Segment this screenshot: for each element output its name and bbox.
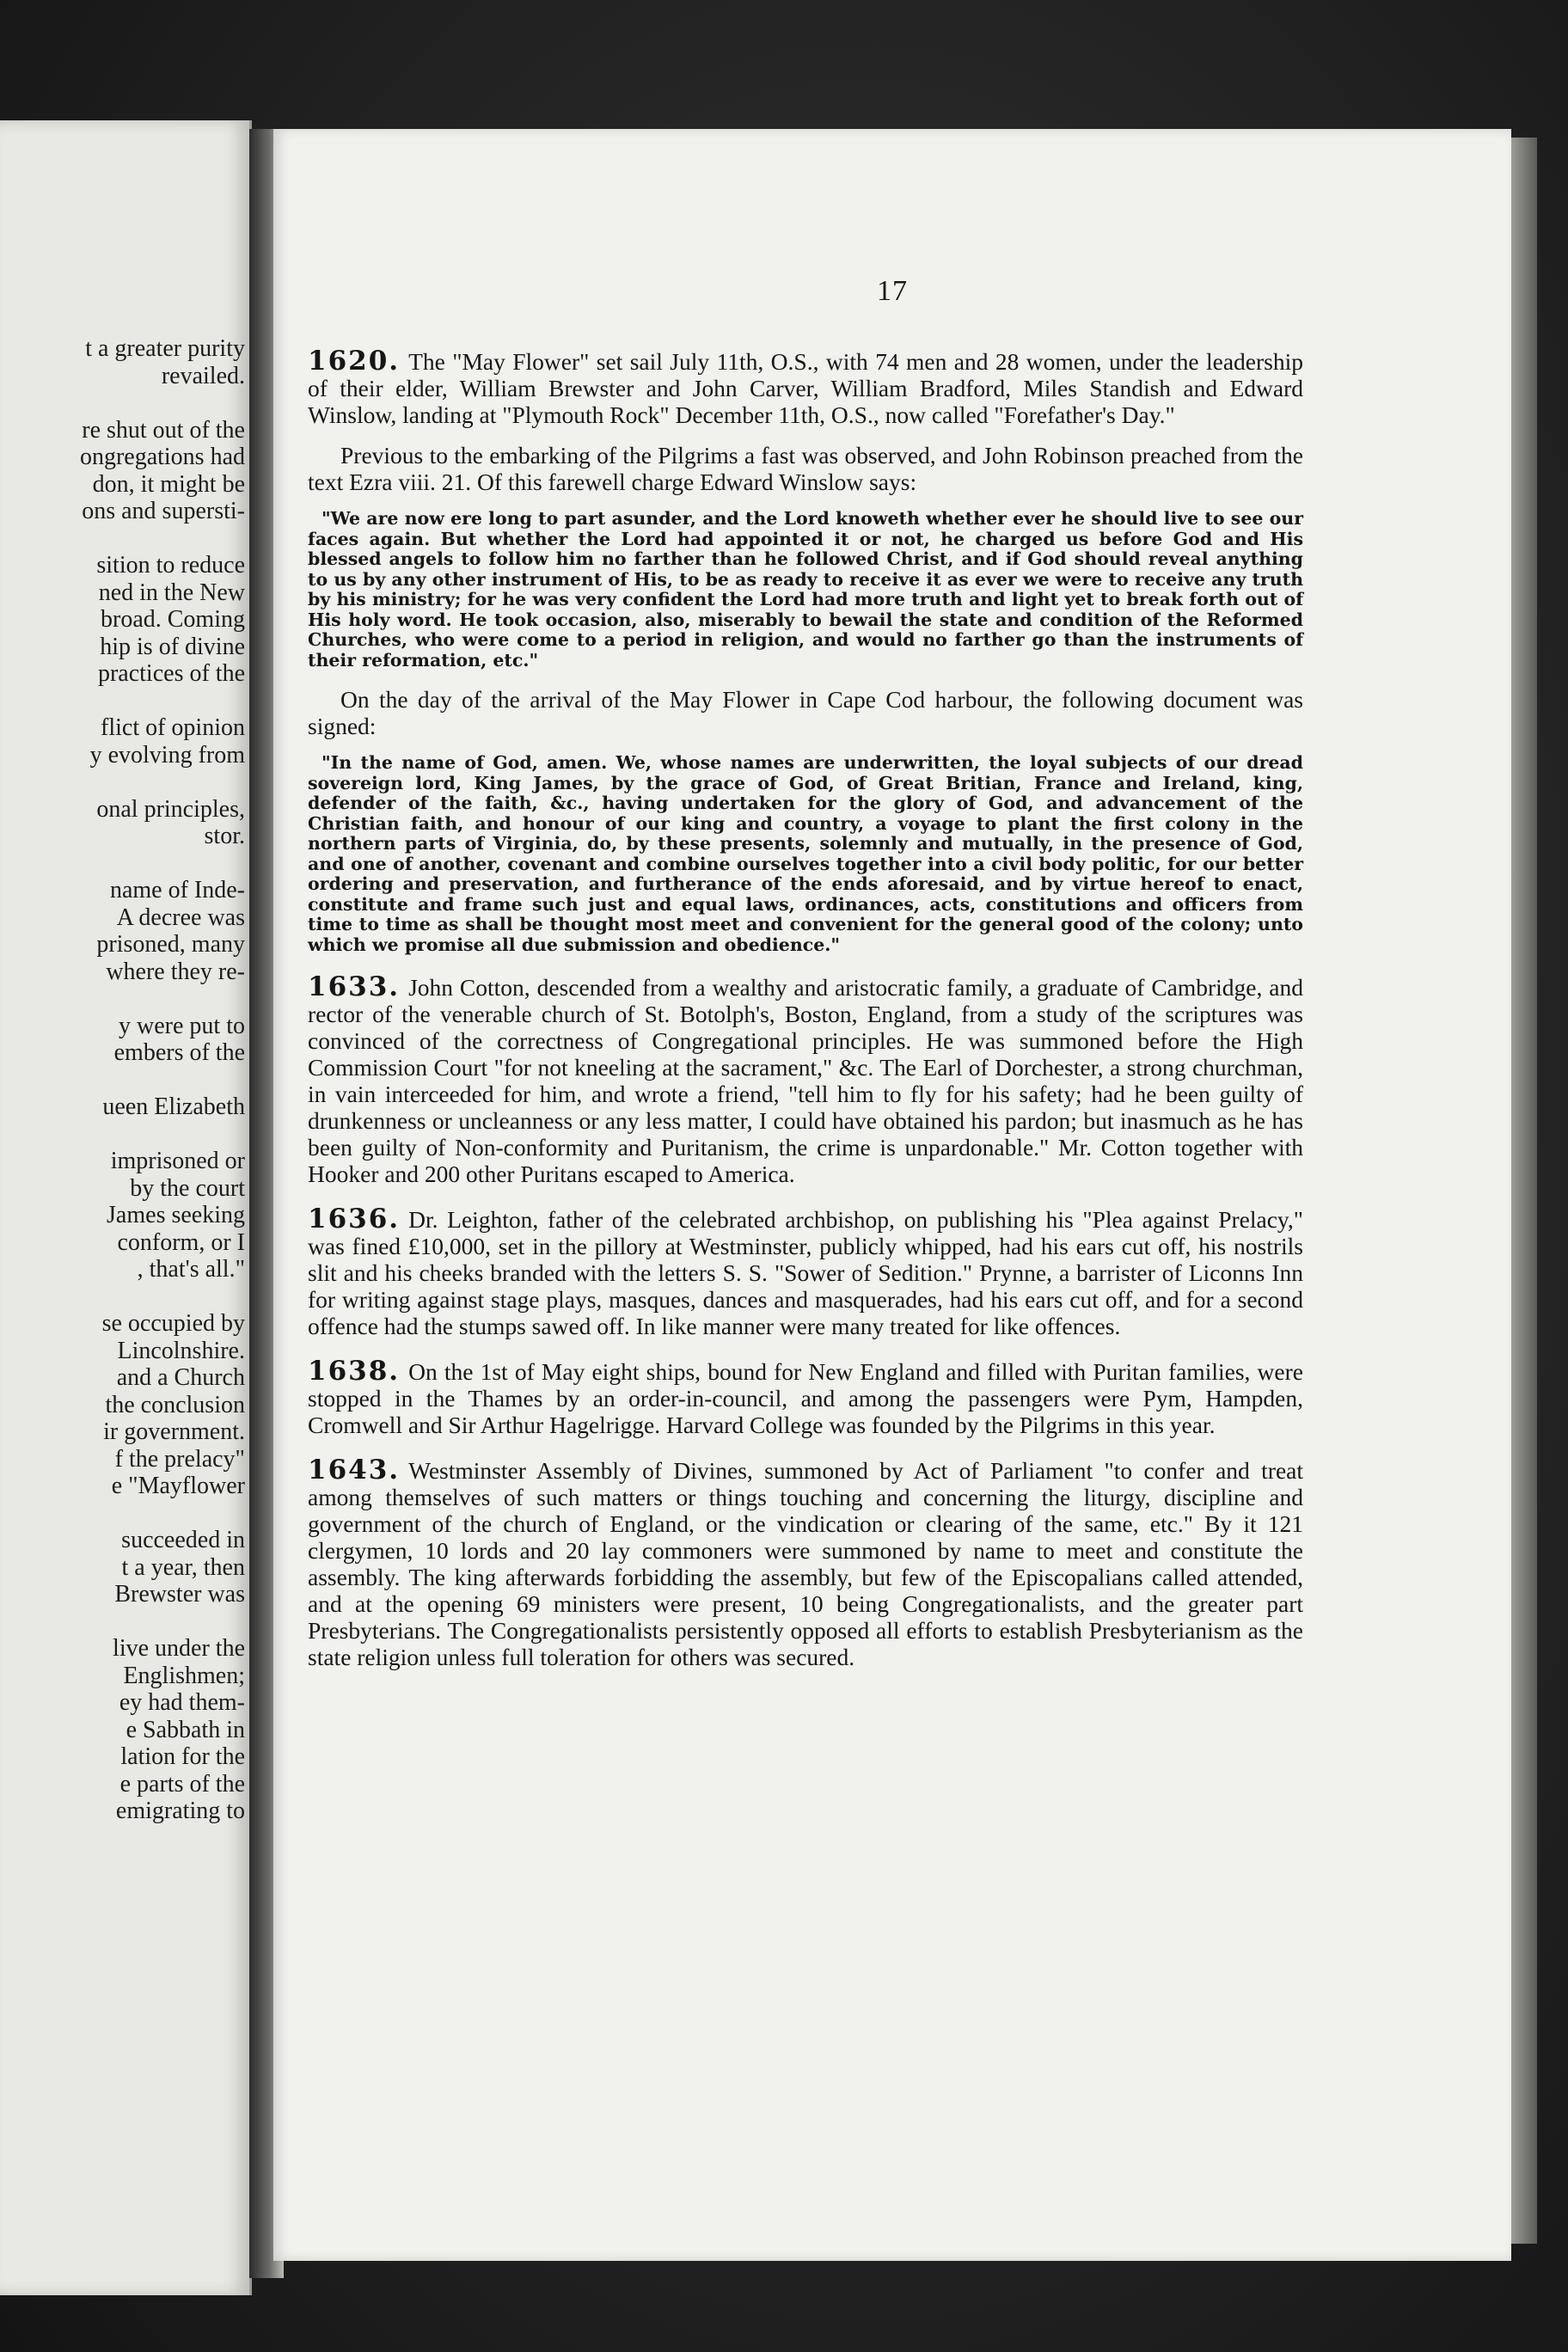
entry-year: 1620.	[308, 346, 401, 377]
previous-page-line: Englishmen;	[123, 1662, 245, 1689]
block-quote: "We are now ere long to part asunder, and the Lord knoweth whether ever he should live to see our faces again. But whether the Lord had appointed it or not, he charged us before God and His blessed angels to follow him no farther than he followed Christ, and if God should reveal anything to us by any other instrument of His, to be as ready to receive it as ever we were to receive any truth by his ministry; for he was very confident the Lord had more truth and light yet to break forth out of His holy word. He took occasion, also, miserably to bewail the state and condition of the Reformed Churches, who were come to a period in religion, and would no farther go than the instruments of their reformation, etc."	[308, 508, 1303, 671]
previous-page-line: lation for the	[120, 1743, 245, 1770]
paragraph: On the day of the arrival of the May Flower in Cape Cod harbour, the following document was signed:	[308, 686, 1303, 739]
previous-page-line: Lincolnshire.	[117, 1337, 245, 1364]
previous-page-line: t a greater purity	[85, 335, 245, 362]
previous-page-line: ongregations had	[79, 444, 245, 470]
entry-year: 1638.	[308, 1356, 401, 1387]
previous-page-line: where they re-	[106, 958, 245, 985]
previous-page-line: ned in the New	[98, 579, 245, 606]
entry-1636	[308, 1206, 1303, 1339]
entry-1620	[308, 348, 1303, 955]
previous-page-line: embers of the	[113, 1039, 245, 1066]
page-number: 17	[877, 275, 908, 307]
entry-text: The "May Flower" set sail July 11th, O.S., with 74 men and 28 women, under the leadership of their elder, William Brewster and John Carver, William Bradford, Miles Standish and Edward Winslow, landing at "Plymouth Rock" December 11th, O.S., now called "Forefather's Day."	[308, 348, 1303, 428]
previous-page-line: y evolving from	[89, 741, 245, 769]
previous-page-line: don, it might be	[92, 470, 245, 498]
previous-page-line: hip is of divine	[100, 633, 245, 660]
entry-text: Westminster Assembly of Divines, summoned by Act of Parliament "to confer and treat among themselves of such matters or things touching and concerning the liturgy, discipline and government of the church of England, or the vindication or clearing of the same, etc." By it 121 clergymen, 10 lords and 20 lay commoners were summoned by name to meet and constitute the assembly. The king afterwards forbidding the assembly, but few of the Episcopalians called attended, and at the opening 69 ministers were present, 10 being Congregationalists, and the greater part Presbyterians. The Congregationalists persistently opposed all efforts to establish Presbyterianism as the state religion unless full toleration for others was secured.	[308, 1457, 1303, 1670]
block-quote: "In the name of God, amen. We, whose names are underwritten, the loyal subjects of our dread sovereign lord, King James, by the grace of God, of Great Britian, France and Ireland, king, defender of the faith, &c., having undertaken for the glory of God, and advancement of the Christian faith, and honour of our king and country, a voyage to plant the first colony in the northern parts of Virginia, do, by these presents, solemnly and mutually, in the presence of God, and one of another, covenant and combine ourselves together into a civil body politic, for our better ordering and preservation, and furtherance of the ends aforesaid, and by virtue hereof to enact, constitute and frame such just and equal laws, ordinances, acts, constitutions and officers from time to time as shall be thought most meet and convenient for the general good of the colony; unto which we promise all due submission and obedience."	[308, 752, 1303, 955]
entry-year: 1636.	[308, 1204, 401, 1234]
previous-page-line: e Sabbath in	[126, 1716, 245, 1743]
entry-text: On the 1st of May eight ships, bound for New England and filled with Puritan families, were stopped in the Thames by an order-in-council, and among the passengers were Pym, Hampden, Cromwell and Sir Arthur Hagelrigge. Harvard College was founded by the Pilgrims in this year.	[308, 1358, 1303, 1438]
previous-page-line: , that's all."	[137, 1256, 245, 1283]
entry-year: 1643.	[308, 1455, 401, 1485]
previous-page-line: revailed.	[161, 362, 245, 389]
previous-page-line: e "Mayflower	[111, 1473, 245, 1499]
previous-page-line: live under the	[113, 1635, 245, 1662]
page-body	[308, 348, 1303, 1689]
previous-page-line: emigrating to	[115, 1798, 245, 1824]
previous-page	[0, 120, 252, 2295]
previous-page-line: f the prelacy"	[114, 1445, 245, 1473]
previous-page-line: the conclusion	[105, 1391, 245, 1418]
entry-1643	[308, 1457, 1303, 1670]
previous-page-line: stor.	[204, 823, 245, 849]
previous-page-line: e parts of the	[119, 1770, 245, 1798]
previous-page-line: name of Inde-	[109, 877, 245, 903]
previous-page-line: ueen Elizabeth	[102, 1093, 245, 1120]
entry-year: 1633.	[308, 971, 401, 1002]
previous-page-line: flict of opinion	[101, 714, 245, 741]
previous-page-line: Brewster was	[114, 1581, 245, 1608]
previous-page-line: conform, or I	[117, 1228, 245, 1256]
previous-page-line: ir government.	[103, 1418, 245, 1445]
previous-page-line: se occupied by	[101, 1310, 245, 1337]
previous-page-line: onal principles,	[96, 795, 245, 823]
previous-page-line: practices of the	[97, 660, 245, 687]
previous-page-line: sition to reduce	[96, 552, 245, 579]
entry-text: John Cotton, descended from a wealthy and aristocratic family, a graduate of Cambridge, and rector of the venerable church of St. Botolph's, Boston, England, from a study of the scriptures was convinced of the correctness of Congregational principles. He was summoned before the High Commission Court "for not kneeling at the sacrament," &c. The Earl of Dorchester, a strong churchman, in vain interceeded for him, and wrote a friend, "tell him to fly for his safety; had he been guilty of drunkenness or uncleanness or any less matter, I could have obtained his pardon; but inasmuch as he has been guilty of Non-conformity and Puritanism, the crime is unpardonable." Mr. Cotton together with Hooker and 200 other Puritans escaped to America.	[308, 974, 1303, 1187]
previous-page-line: ons and supersti-	[82, 498, 245, 524]
entry-1638	[308, 1358, 1303, 1438]
book-page	[273, 129, 1511, 2261]
previous-page-line: imprisoned or	[110, 1148, 245, 1174]
paragraph: Previous to the embarking of the Pilgrims a fast was observed, and John Robinson preached from the text Ezra viii. 21. Of this farewell charge Edward Winslow says:	[308, 442, 1303, 495]
entry-text: Dr. Leighton, father of the celebrated archbishop, on publishing his "Plea against Prelacy," was fined £10,000, set in the pillory at Westminster, publicly whipped, had his ears cut off, his nostrils slit and his cheeks branded with the letters S. S. "Sower of Sedition." Prynne, a barrister of Liconns Inn for writing against stage plays, masques, dances and masquerades, had his ears cut off, and for a second offence had the stumps sawed off. In like manner were many treated for like offences.	[308, 1206, 1303, 1339]
previous-page-line: A decree was	[116, 903, 245, 931]
previous-page-line: James seeking	[107, 1202, 245, 1228]
page-edge	[1511, 138, 1537, 2244]
previous-page-line: and a Church	[116, 1364, 245, 1391]
entry-1633	[308, 971, 1303, 1187]
previous-page-line: y were put to	[119, 1012, 245, 1039]
previous-page-line: ey had them-	[119, 1689, 245, 1716]
previous-page-line: re shut out of the	[82, 416, 245, 444]
previous-page-line: by the court	[130, 1174, 245, 1202]
previous-page-line: prisoned, many	[96, 931, 245, 958]
previous-page-line: broad. Coming	[101, 606, 245, 633]
previous-page-line: succeeded in	[121, 1527, 245, 1553]
previous-page-line: t a year, then	[121, 1553, 245, 1581]
